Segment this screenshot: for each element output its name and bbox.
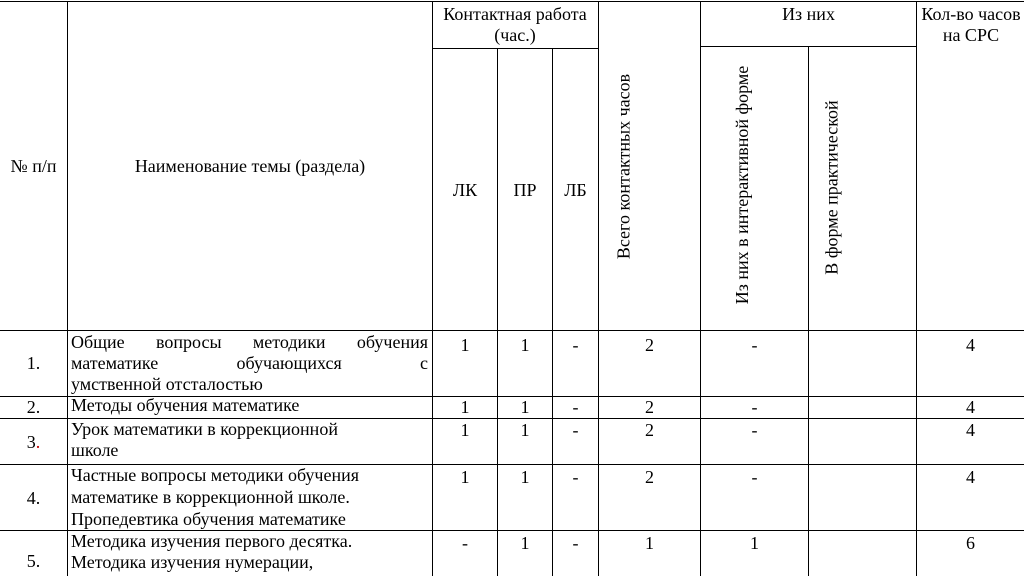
header-practical-form: В форме практической [821,100,842,275]
row-5-name-line-2: Методика изучения нумерации, [71,552,314,572]
row-1-num: 1. [26,353,41,373]
header-pr: ПР [513,180,537,200]
row-5-name-line-1: Методика изучения первого десятка. [71,531,353,551]
row-1-name-line-3: умственной отсталостью [71,374,263,394]
header-srs-hours: Кол-во часов на СРС [921,4,1021,45]
row-2-name-line-1: Методы обучения математике [71,395,300,415]
table-border-top [0,1,1024,2]
col-rule-num [67,1,68,576]
col-rule-practical [916,1,917,576]
col-rule-lb [598,1,599,576]
row-5-interactive: 1 [750,533,759,553]
row-2-num: 2. [26,397,41,417]
header-lk: ЛК [452,180,478,200]
header-bottom-rule [0,330,1024,331]
header-interactive-form: Из них в интерактивной форме [732,65,752,305]
col-rule-lk [497,48,498,576]
row-3-num [0,432,67,453]
row-2-lb: - [572,397,579,417]
row-4-pr: 1 [520,467,530,487]
col-rule-name [432,1,433,576]
row-1-pr: 1 [520,335,530,355]
header-topic-name: Наименование темы (раздела) [134,156,366,176]
row-4-lk: 1 [460,467,470,487]
header-lb: ЛБ [564,180,587,200]
header-num: № п/п [10,156,57,176]
row-5-num: 5. [26,551,41,571]
row-1-name-line-2: математике обучающихся с [71,353,428,373]
row-3-name-line-1: Урок математики в коррекционной [71,419,338,439]
header-of-them: Из них [782,4,835,24]
col-rule-pr [552,48,553,576]
row-4-num: 4. [26,488,41,508]
row-1-name-line-1: Общие вопросы методики обучения [71,332,428,352]
row-1-srs: 4 [966,335,975,355]
row-3-pr: 1 [520,420,530,440]
header-divider-contact [432,48,598,49]
row-4-lb: - [572,467,579,487]
row-4-name-line-1: Частные вопросы методики обучения [71,465,360,485]
row-2-total: 2 [645,397,654,417]
row-2-srs: 4 [966,397,975,417]
row-4-name-line-2: математике в коррекционной школе. [71,487,350,507]
row-2-interactive: - [751,397,758,417]
row-5-pr: 1 [520,533,530,553]
row-3-num-suffix: . [35,432,41,452]
row-3-lk: 1 [460,420,470,440]
row-4-name-line-3: Пропедевтика обучения математике [71,509,346,529]
row-5-srs: 6 [966,533,975,553]
col-rule-total [700,1,701,576]
row-3-lb: - [572,420,579,440]
row-2-pr: 1 [520,397,530,417]
row-1-interactive: - [751,335,758,355]
row-1-lk: 1 [460,335,470,355]
row-5-lk: - [462,533,468,553]
row-1-lb: - [572,335,579,355]
row-5-total: 1 [645,533,654,553]
col-rule-interactive [808,46,809,576]
row-5-lb: - [572,533,579,553]
row-3-total: 2 [645,420,654,440]
row-4-total: 2 [645,467,654,487]
row-3-num-value: 3 [26,432,36,452]
row-4-srs: 4 [966,467,975,487]
row-4-interactive: - [751,467,758,487]
row-3-name-line-2: школе [71,440,119,460]
row-2-lk: 1 [460,397,470,417]
row-3-interactive: - [751,420,758,440]
row-1-total: 2 [645,335,654,355]
header-total-contact-hours: Всего контактных часов [613,73,634,260]
row-3-srs: 4 [966,420,975,440]
header-contact-work: Контактная работа (час.) [443,4,587,45]
